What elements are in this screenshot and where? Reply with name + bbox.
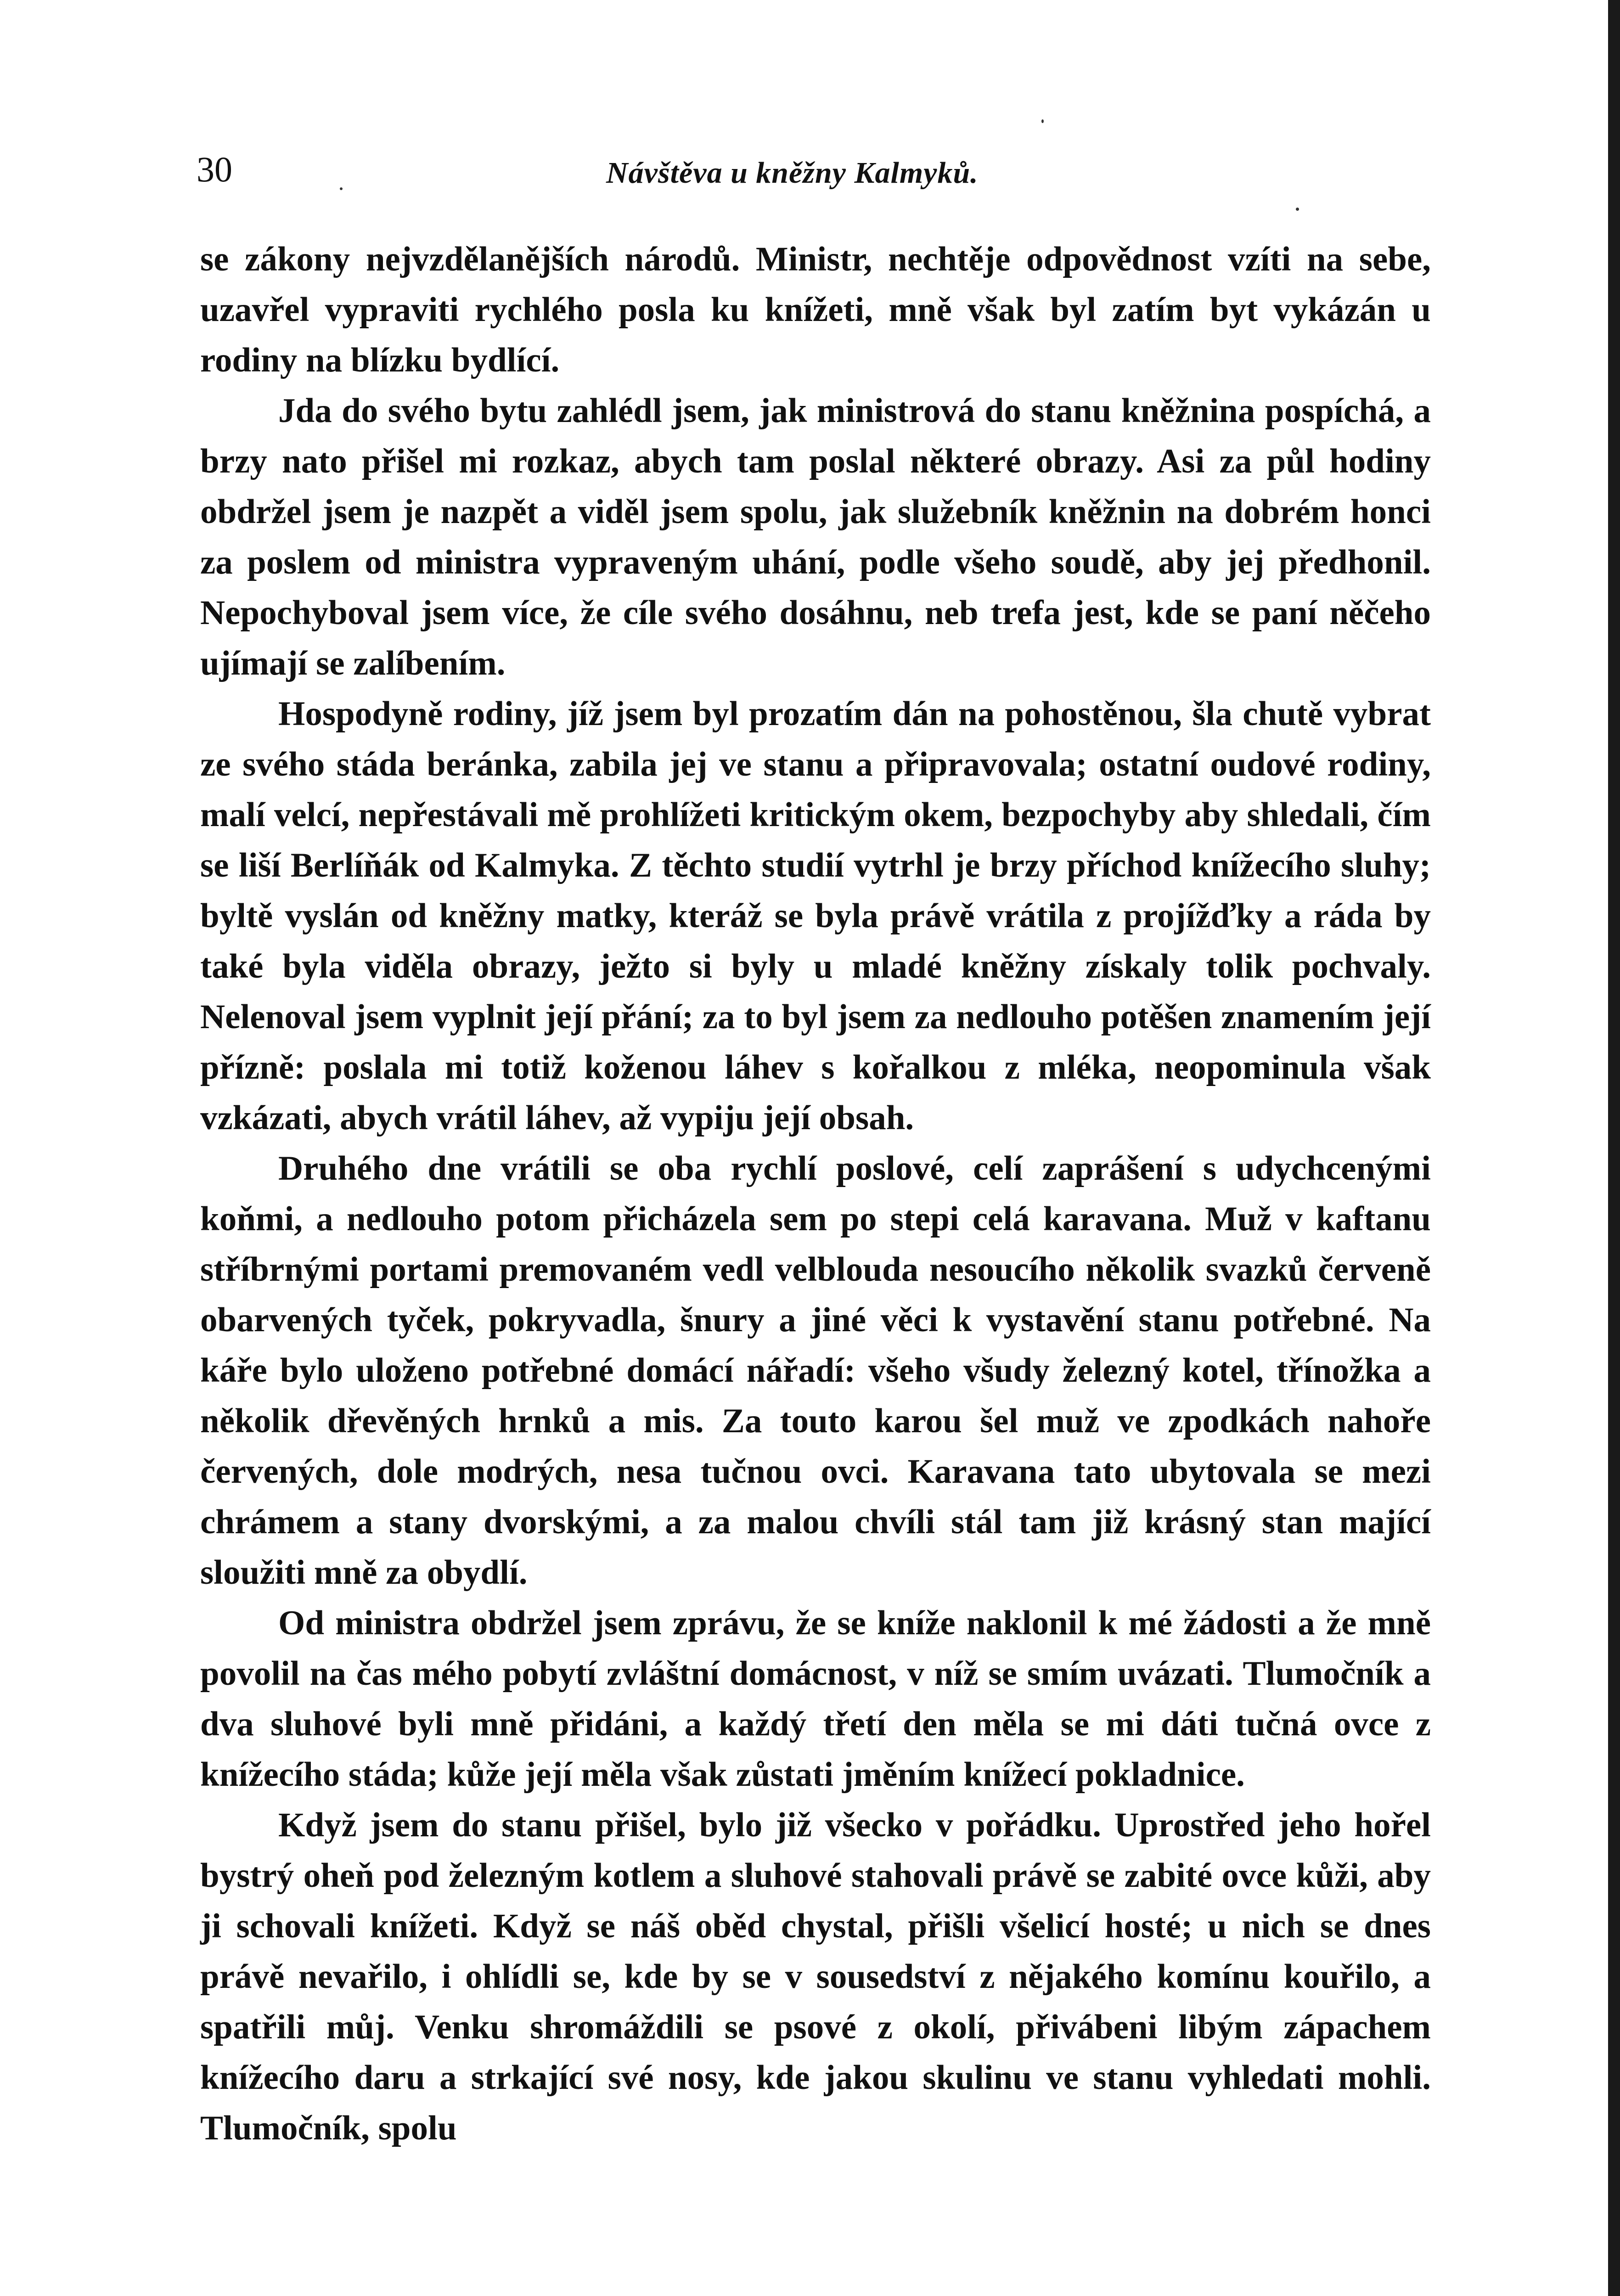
paragraph: Druhého dne vrátili se oba rychlí poslové, celí zaprášení s udychcenými koňmi, a nedlouho potom přicházela sem po stepi celá karavana. Muž v kaftanu stříbrnými portami premovaném vedl velblouda nesoucího několik svazků červeně obarvených tyček, pokryvadla, šnury a jiné věci k vystavění stanu potřebné. Na káře bylo uloženo potřebné domácí nářadí: všeho všudy železný kotel, třínožka a několik dřevěných hrnků a mis. Za touto karou šel muž ve zpodkách nahoře červených, dole modrých, nesa tučnou ovci. Karavana tato ubytovala se mezi chrámem a stany dvorskými, a za malou chvíli stál tam již krásný stan mající sloužiti mně za obydlí. xyxy=(200,1149,1431,1592)
page-edge-shadow xyxy=(1608,0,1620,2296)
speck-mark xyxy=(1296,208,1299,211)
body-text xyxy=(200,234,1431,2154)
page-number: 30 xyxy=(197,149,232,189)
speck-mark xyxy=(1041,119,1044,123)
paragraph: Hospodyně rodiny, jíž jsem byl prozatím dán na pohostěnou, šla chutě vybrat ze svého stáda beránka, zabila jej ve stanu a připravovala; ostatní oudové rodiny, malí velcí, nepřestávali mě prohlížeti kritickým okem, bezpochyby aby shledali, čím se liší Berlíňák od Kalmyka. Z těchto studií vytrhl je brzy příchod knížecího sluhy; byltě vyslán od kněžny matky, kteráž se byla právě vrátila z projížďky a ráda by také byla viděla obrazy, ježto si byly u mladé kněžny získaly tolik pochvaly. Nelenoval jsem vyplnit její přání; za to byl jsem za nedlouho potěšen znamením její přízně: poslala mi totiž koženou láhev s kořalkou z mléka, neopominula však vzkázati, abych vrátil láhev, až vypiju její obsah. xyxy=(200,695,1431,1137)
paragraph: Od ministra obdržel jsem zprávu, že se kníže naklonil k mé žádosti a že mně povolil na čas mého pobytí zvláštní domácnost, v níž se smím uvázati. Tlumočník a dva sluhové byli mně přidáni, a každý třetí den měla se mi dáti tučná ovce z knížecího stáda; kůže její měla však zůstati jměním knížecí pokladnice. xyxy=(200,1604,1431,1794)
running-title: Návštěva u kněžny Kalmyků. xyxy=(606,156,979,190)
paragraph: Jda do svého bytu zahlédl jsem, jak ministrová do stanu kněžnina pospíchá, a brzy nato přišel mi rozkaz, abych tam poslal některé obrazy. Asi za půl hodiny obdržel jsem je nazpět a viděl jsem spolu, jak služebník kněžnin na dobrém honci za poslem od ministra vypraveným uhání, podle všeho soudě, aby jej předhonil. Nepochyboval jsem více, že cíle svého dosáhnu, neb trefa jest, kde se paní něčeho ujímají se zalíbením. xyxy=(200,392,1431,682)
paragraph: se zákony nejvzdělanějších národů. Ministr, nechtěje odpovědnost vzíti na sebe, uzavřel vypraviti rychlého posla ku knížeti, mně však byl zatím byt vykázán u rodiny na blízku bydlící. xyxy=(200,240,1431,379)
speck-mark xyxy=(340,187,343,190)
paragraph: Když jsem do stanu přišel, bylo již všecko v pořádku. Uprostřed jeho hořel bystrý oheň pod železným kotlem a sluhové stahovali právě se zabité ovce kůži, aby ji schovali knížeti. Když se náš oběd chystal, přišli všelicí hosté; u nich se dnes právě nevařilo, i ohlídli se, kde by se v sousedství z nějakého komínu kouřilo, a spatřili můj. Venku shromáždili se psové z okolí, přivábeni libým zápachem knížecího daru a strkající své nosy, kde jakou skulinu ve stanu vyhledati mohli. Tlumočník, spolu xyxy=(200,1806,1431,2147)
